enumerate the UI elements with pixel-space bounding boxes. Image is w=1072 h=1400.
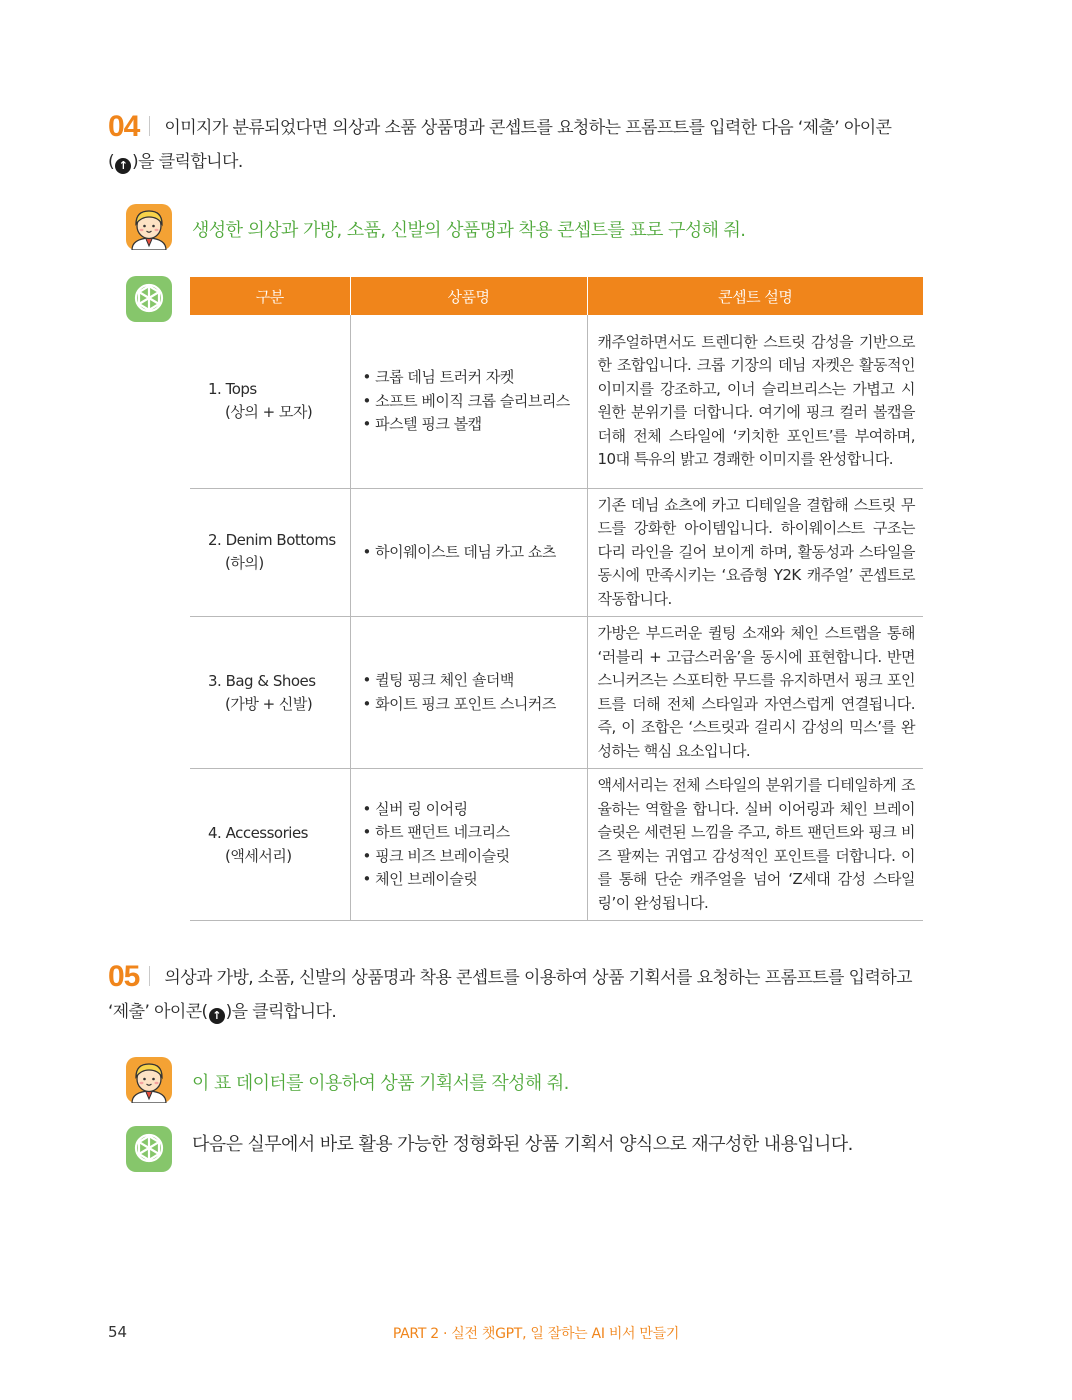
- list-item: • 하트 팬던트 네크리스: [363, 821, 586, 845]
- step-05: [108, 962, 928, 1027]
- category-name: 4. Accessories: [208, 823, 308, 842]
- list-item: • 파스텔 핑크 볼캡: [363, 413, 586, 437]
- category-cell: [190, 315, 350, 488]
- table-row: [190, 617, 923, 769]
- category-name: 2. Denim Bottoms: [208, 531, 336, 550]
- items-cell: [350, 769, 587, 921]
- submit-arrow-icon: ↑: [115, 158, 131, 174]
- divider: [149, 966, 150, 986]
- user-avatar-icon: [126, 1057, 172, 1103]
- list-item: • 소프트 베이직 크롭 슬리브리스: [363, 390, 586, 414]
- category-sub: (액세서리): [225, 846, 292, 865]
- table-row: [190, 488, 923, 617]
- items-cell: [350, 617, 587, 769]
- table-row: [190, 769, 923, 921]
- running-footer: PART 2 · 실전 챗GPT, 일 잘하는 AI 비서 만들기: [392, 1326, 680, 1342]
- chatgpt-icon: [126, 276, 172, 322]
- list-item: • 하이웨이스트 데님 카고 쇼츠: [363, 541, 586, 565]
- step-04: [108, 112, 928, 177]
- list-item: • 화이트 핑크 포인트 스니커즈: [363, 693, 586, 717]
- category-sub: (가방 + 신발): [225, 694, 313, 713]
- column-header: 콘셉트 설명: [587, 277, 923, 315]
- page-number: 54: [108, 1323, 128, 1341]
- list-item: • 퀼팅 핑크 체인 숄더백: [363, 669, 586, 693]
- list-item: • 체인 브레이슬릿: [363, 868, 586, 892]
- category-name: 3. Bag & Shoes: [208, 671, 316, 690]
- step-text-part: )을 클릭합니다.: [132, 152, 243, 172]
- user-avatar-icon: [126, 204, 172, 250]
- category-sub: (상의 + 모자): [225, 403, 313, 422]
- step-number: 05: [108, 960, 140, 993]
- table-row: [190, 315, 923, 488]
- assistant-reply: 다음은 실무에서 바로 활용 가능한 정형화된 상품 기획서 양식으로 재구성한 내용입니다.: [192, 1134, 853, 1155]
- category-cell: [190, 769, 350, 921]
- items-cell: [350, 315, 587, 488]
- category-sub: (하의): [225, 554, 264, 573]
- user-prompt: 생성한 의상과 가방, 소품, 신발의 상품명과 착용 콘셉트를 표로 구성해 줘.: [192, 220, 746, 241]
- list-item: • 크롭 데님 트러커 자켓: [363, 366, 586, 390]
- list-item: • 핑크 비즈 브레이슬릿: [363, 845, 586, 869]
- step-text-part: ‘제출’ 아이콘(: [108, 1002, 208, 1022]
- step-text-line1: 이미지가 분류되었다면 의상과 소품 상품명과 콘셉트를 요청하는 프롬프트를 입력한 다음 ‘제출’ 아이콘: [164, 118, 892, 138]
- category-name: 1. Tops: [208, 380, 257, 399]
- chatgpt-icon: [126, 1126, 172, 1172]
- step-text-part: (: [108, 152, 115, 172]
- column-header: 상품명: [350, 277, 587, 315]
- step-text-line1: 의상과 가방, 소품, 신발의 상품명과 착용 콘셉트를 이용하여 상품 기획서를 요청하는 프롬프트를 입력하고: [164, 968, 912, 988]
- step-number: 04: [108, 110, 140, 143]
- divider: [149, 116, 150, 136]
- table-header-row: [190, 277, 923, 315]
- category-cell: [190, 488, 350, 617]
- product-table: [190, 277, 923, 921]
- step-text-part: )을 클릭합니다.: [225, 1002, 337, 1022]
- description-cell: 캐주얼하면서도 트렌디한 스트릿 감성을 기반으로 한 조합입니다. 크롭 기장의 데님 자켓은 활동적인 이미지를 강조하고, 이너 슬리브리스는 가볍고 시원한 분위기를 더합니다. 여기에 핑크 컬러 볼캡을 더해 전체 스타일에 ‘키치한 포인트’를 부여하며, 10대 특유의 밝고 경쾌한 이미지를 완성합니다.: [587, 315, 923, 488]
- category-cell: [190, 617, 350, 769]
- items-cell: [350, 488, 587, 617]
- user-prompt: 이 표 데이터를 이용하여 상품 기획서를 작성해 줘.: [192, 1073, 569, 1094]
- column-header: 구분: [190, 277, 350, 315]
- description-cell: 가방은 부드러운 퀼팅 소재와 체인 스트랩을 통해 ‘러블리 + 고급스러움’을 동시에 표현합니다. 반면 스니커즈는 스포티한 무드를 유지하면서 핑크 포인트를 더해 전체 스타일과 자연스럽게 연결됩니다. 즉, 이 조합은 ‘스트릿과 걸리시 감성의 믹스’를 완성하는 핵심 요소입니다.: [587, 617, 923, 769]
- description-cell: 기존 데님 쇼츠에 카고 디테일을 결합해 스트릿 무드를 강화한 아이템입니다. 하이웨이스트 구조는 다리 라인을 길어 보이게 하며, 활동성과 스타일을 동시에 만족시키는 ‘요즘형 Y2K 캐주얼’ 콘셉트로 작동합니다.: [587, 488, 923, 617]
- list-item: • 실버 링 이어링: [363, 798, 586, 822]
- submit-arrow-icon: ↑: [209, 1008, 225, 1024]
- description-cell: 액세서리는 전체 스타일의 분위기를 디테일하게 조율하는 역할을 합니다. 실버 이어링과 체인 브레이슬릿은 세련된 느낌을 주고, 하트 팬던트와 핑크 비즈 팔찌는 귀엽고 감성적인 포인트를 더합니다. 이를 통해 단순 캐주얼을 넘어 ‘Z세대 감성 스타일링’이 완성됩니다.: [587, 769, 923, 921]
